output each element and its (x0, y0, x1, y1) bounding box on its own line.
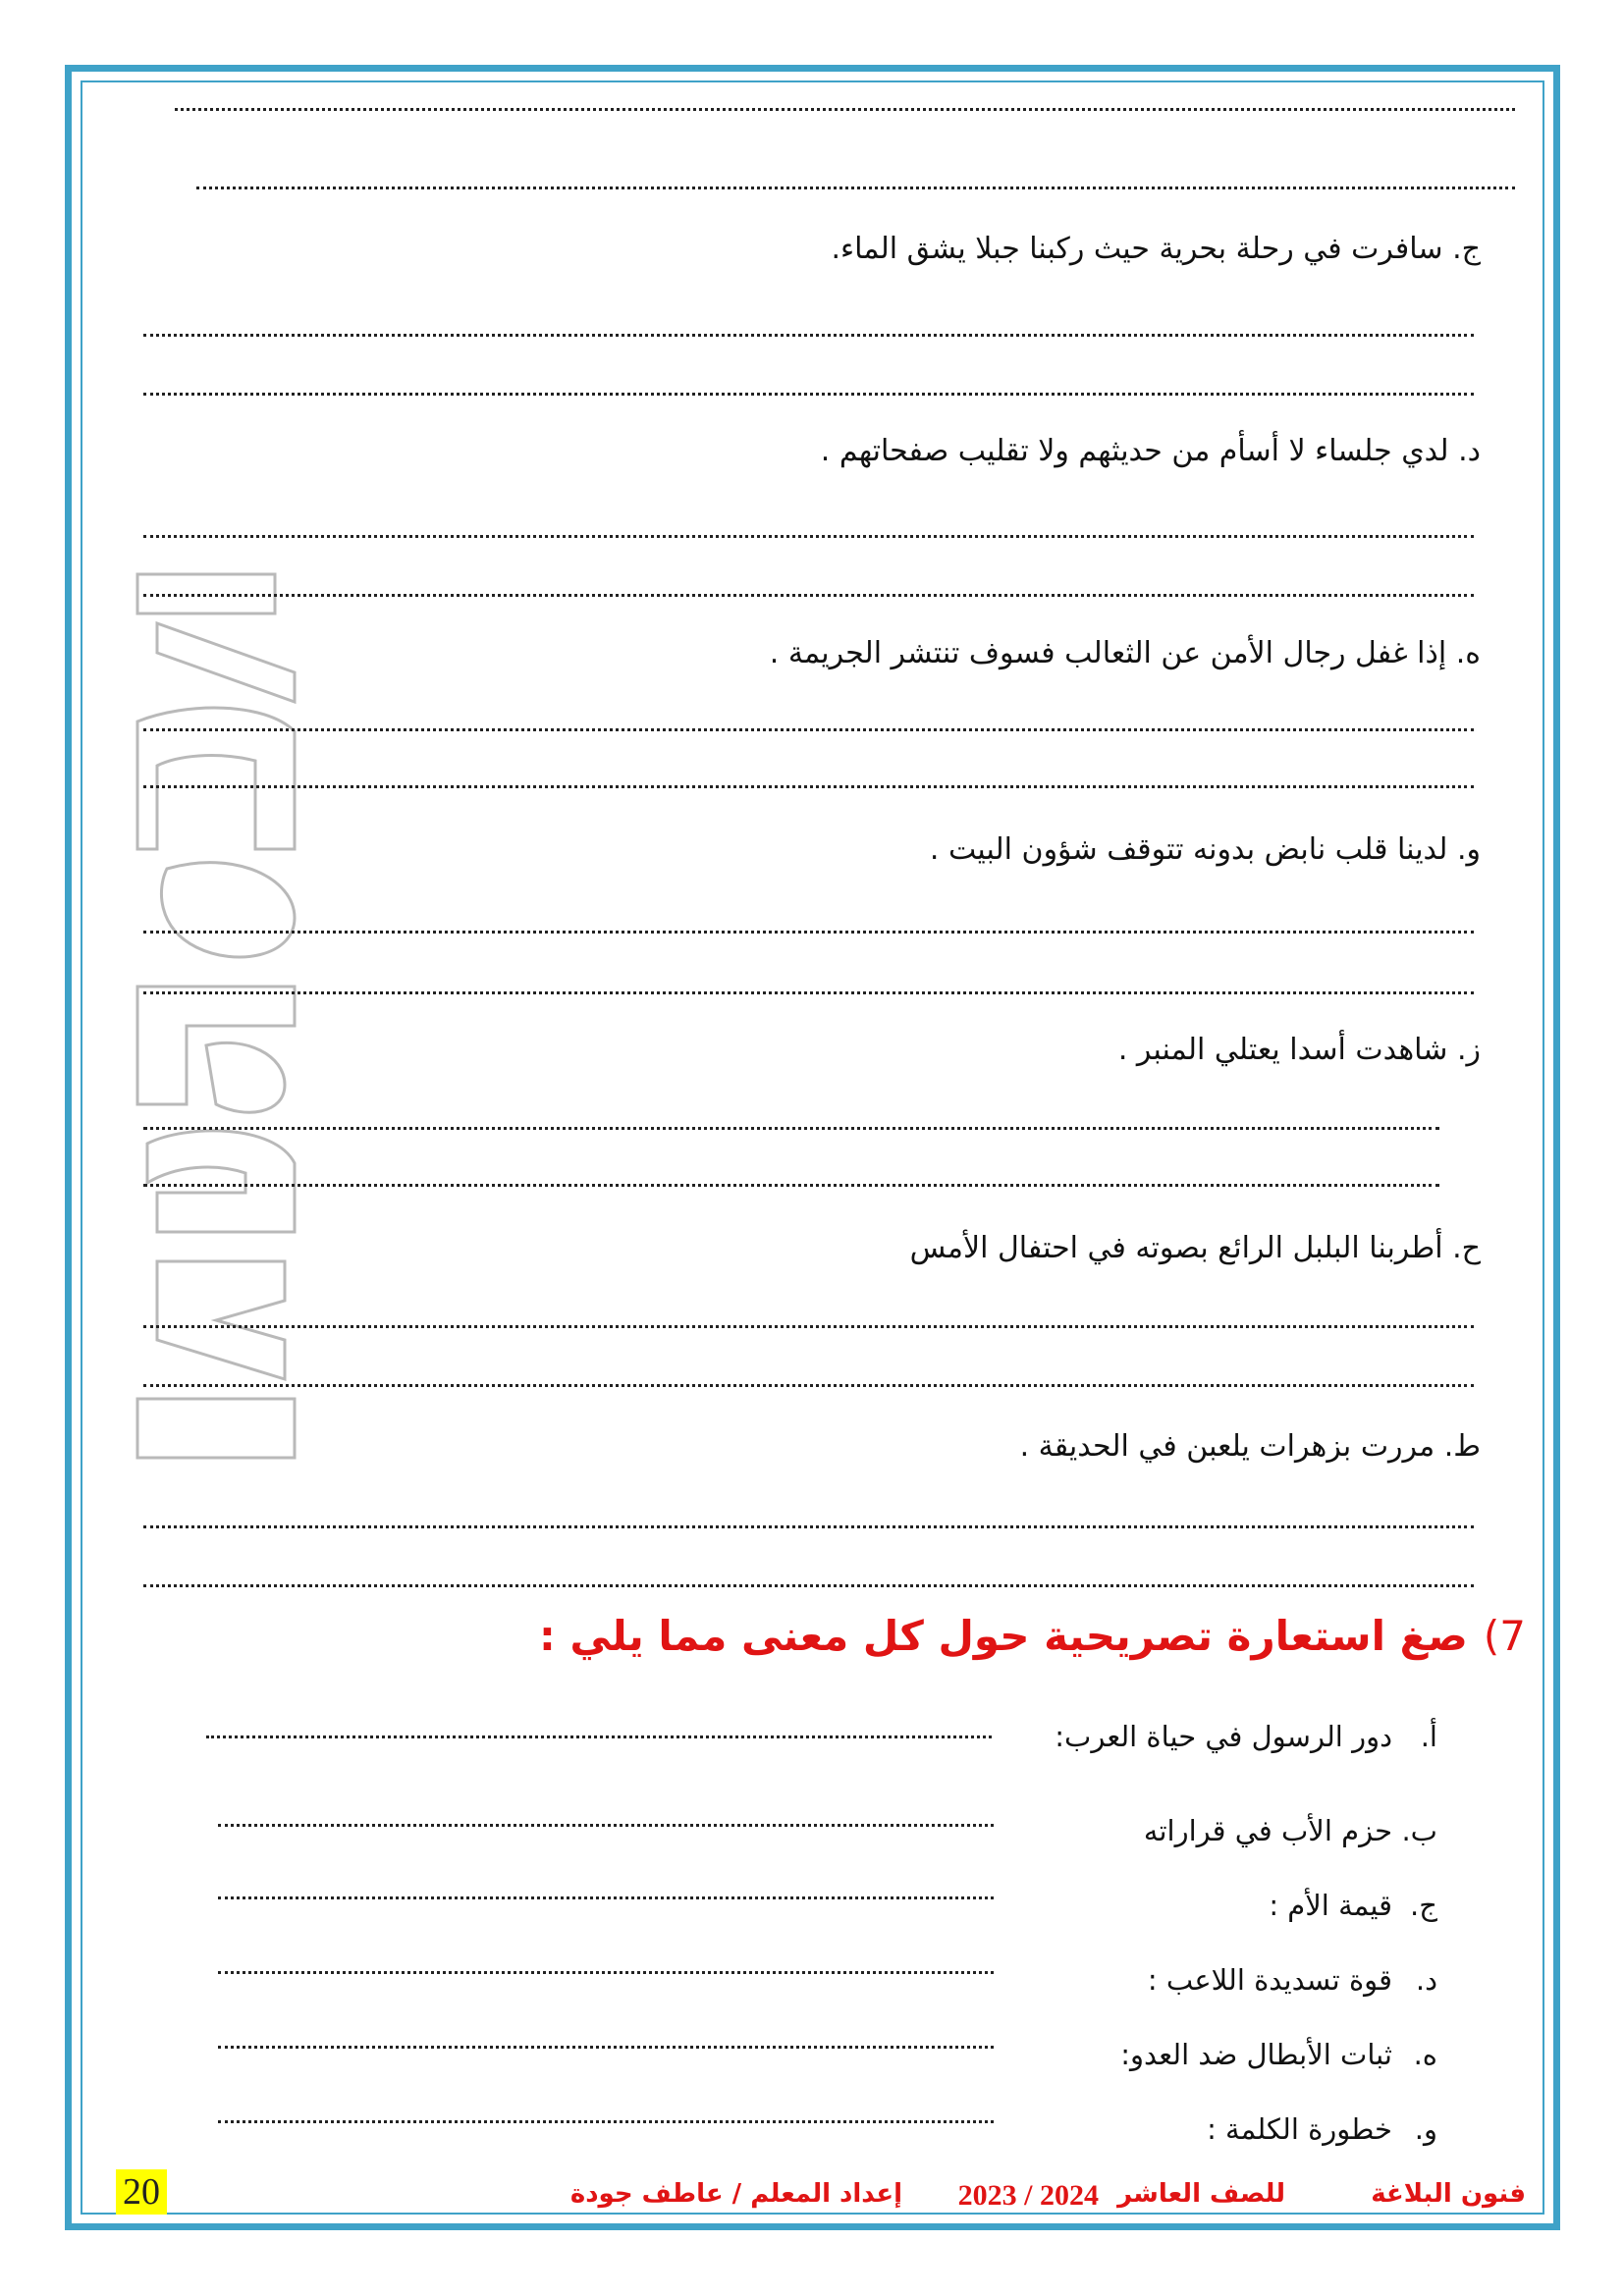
answer-line[interactable] (143, 1127, 1439, 1130)
item-marker: أ. (1420, 1720, 1437, 1753)
answer-line[interactable] (143, 393, 1474, 396)
item-text: دور الرسول في حياة العرب: (1055, 1720, 1392, 1753)
answer-line[interactable] (143, 931, 1474, 934)
item-marker: ج. (1410, 1889, 1437, 1922)
answer-line[interactable] (218, 1971, 994, 1974)
answer-line[interactable] (218, 1896, 994, 1899)
footer-author: إعداد المعلم / عاطف جودة (569, 2179, 902, 2209)
item-marker: د. (1415, 1963, 1437, 1997)
item-text: قيمة الأم : (1269, 1889, 1392, 1922)
footer-grade: للصف العاشر (1117, 2179, 1285, 2209)
sentence-zay: ز. شاهدت أسدا يعتلي المنبر . (1117, 1033, 1481, 1067)
answer-line[interactable] (143, 1384, 1474, 1387)
page-number: 20 (116, 2169, 167, 2215)
item-text: حزم الأب في قراراته (1143, 1814, 1392, 1847)
answer-line[interactable] (143, 728, 1474, 731)
answer-line[interactable] (196, 187, 1515, 189)
answer-line[interactable] (143, 1584, 1474, 1587)
item-marker: و. (1414, 2112, 1437, 2146)
answer-line[interactable] (218, 2120, 994, 2123)
answer-line[interactable] (143, 535, 1474, 538)
answer-line[interactable] (218, 1824, 994, 1827)
answer-line[interactable] (206, 1735, 992, 1738)
item-marker: ب. (1401, 1814, 1437, 1847)
item-text: خطورة الكلمة : (1207, 2112, 1392, 2146)
answer-line[interactable] (143, 594, 1474, 597)
footer-year: 2024 / 2023 (957, 2179, 1099, 2212)
item-text: ثبات الأبطال ضد العدو: (1120, 2038, 1392, 2071)
answer-line[interactable] (175, 108, 1515, 111)
item-marker: ه. (1413, 2038, 1437, 2071)
answer-line[interactable] (218, 2046, 994, 2049)
footer-subject: فنون البلاغة (1371, 2179, 1526, 2209)
list-item (1148, 1963, 1437, 1997)
answer-line[interactable] (143, 1325, 1474, 1328)
sentence-ha: ه. إذا غفل رجال الأمن عن الثعالب فسوف تنتشر الجريمة . (769, 636, 1481, 670)
answer-line[interactable] (143, 1184, 1439, 1187)
answer-line[interactable] (143, 991, 1474, 994)
section-7-heading (539, 1612, 1526, 1660)
watermark-signature (98, 555, 334, 1477)
list-item (1269, 1889, 1437, 1922)
list-item (1207, 2112, 1437, 2146)
section-7-number: 7) (1483, 1612, 1526, 1660)
list-item (1144, 1814, 1437, 1847)
list-item (1055, 1720, 1437, 1753)
item-text: قوة تسديدة اللاعب : (1147, 1963, 1392, 1997)
sentence-dal: د. لدي جلساء لا أسأم من حديثهم ولا تقليب صفحاتهم . (820, 434, 1481, 468)
list-item (1120, 2038, 1437, 2071)
answer-line[interactable] (143, 785, 1474, 788)
sentence-hha: ح. أطربنا البلبل الرائع بصوته في احتفال الأمس (909, 1231, 1481, 1265)
sentence-jim: ج. سافرت في رحلة بحرية حيث ركبنا جبلا يشق الماء. (831, 232, 1481, 266)
answer-line[interactable] (143, 334, 1474, 337)
sentence-tta: ط. مررت بزهرات يلعبن في الحديقة . (1019, 1429, 1481, 1464)
answer-line[interactable] (143, 1525, 1474, 1528)
section-7-title: صغ استعارة تصريحية حول كل معنى مما يلي : (538, 1612, 1468, 1660)
sentence-waw: و. لدينا قلب نابض بدونه تتوقف شؤون البيت . (929, 832, 1481, 867)
